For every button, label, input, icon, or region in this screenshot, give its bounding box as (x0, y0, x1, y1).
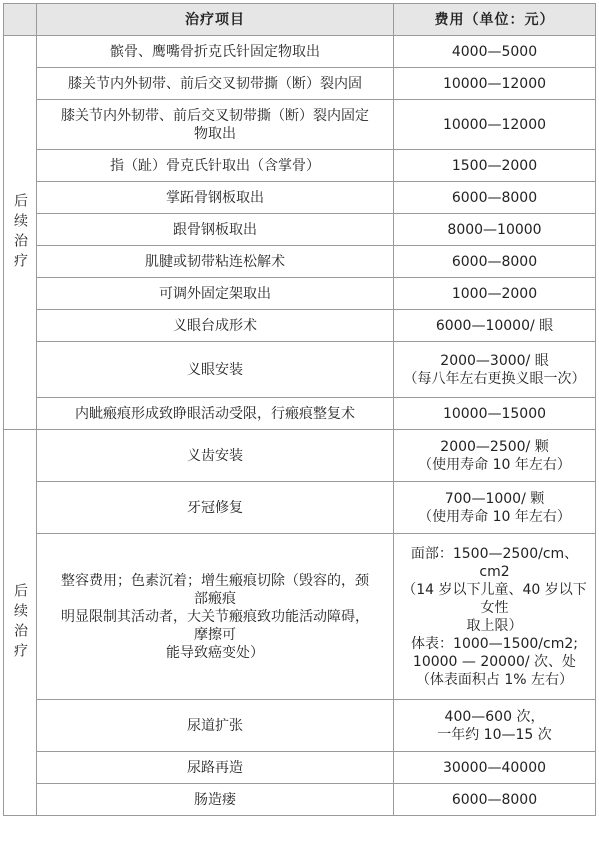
cost-cell: 6000—8000 (394, 246, 596, 278)
cost-cell: 面部：1500—2500/cm、cm2 （14 岁以下儿童、40 岁以下 女性 取上限） 体表：1000—1500/cm2; 10000 — 20000/ 次、处 （体表面积占 1% 左右） (394, 534, 596, 700)
header-item: 治疗项目 (37, 4, 394, 36)
group-label: 后续治疗 (4, 36, 37, 430)
table-row (4, 398, 596, 430)
cost-cell: 400—600 次， 一年约 10—15 次 (394, 700, 596, 752)
item-cell: 义眼台成形术 (37, 310, 394, 342)
cost-cell: 30000—40000 (394, 752, 596, 784)
cost-cell: 6000—8000 (394, 784, 596, 816)
cost-cell: 10000—15000 (394, 398, 596, 430)
table-row (4, 752, 596, 784)
item-cell: 内眦瘢痕形成致睁眼活动受限，行瘢痕整复术 (37, 398, 394, 430)
table-row (4, 36, 596, 68)
cost-cell: 8000—10000 (394, 214, 596, 246)
table-row (4, 182, 596, 214)
item-cell: 掌跖骨钢板取出 (37, 182, 394, 214)
cost-cell: 10000—12000 (394, 100, 596, 150)
cost-cell: 4000—5000 (394, 36, 596, 68)
item-cell: 指（趾）骨克氏针取出（含掌骨） (37, 150, 394, 182)
item-cell: 跟骨钢板取出 (37, 214, 394, 246)
table-row (4, 100, 596, 150)
cost-cell: 6000—8000 (394, 182, 596, 214)
item-cell: 膝关节内外韧带、前后交叉韧带撕（断）裂内固 (37, 68, 394, 100)
item-cell: 义眼安装 (37, 342, 394, 398)
cost-cell: 700—1000/ 颗 （使用寿命 10 年左右） (394, 482, 596, 534)
item-cell: 肌腱或韧带粘连松解术 (37, 246, 394, 278)
table-row (4, 482, 596, 534)
item-cell: 整容费用；色素沉着；增生瘢痕切除（毁容的，颈 部瘢痕 明显限制其活动者，大关节瘢痕致功能活动障碍， 摩擦可 能导致癌变处） (37, 534, 394, 700)
table-row (4, 278, 596, 310)
fee-table (3, 3, 596, 816)
table-row (4, 342, 596, 398)
item-cell: 尿道扩张 (37, 700, 394, 752)
group-label: 后续治疗 (4, 430, 37, 816)
table-row (4, 68, 596, 100)
cost-cell: 1000—2000 (394, 278, 596, 310)
item-cell: 牙冠修复 (37, 482, 394, 534)
item-cell: 髌骨、鹰嘴骨折克氏针固定物取出 (37, 36, 394, 68)
table-row (4, 246, 596, 278)
cost-cell: 6000—10000/ 眼 (394, 310, 596, 342)
item-cell: 尿路再造 (37, 752, 394, 784)
table-row (4, 784, 596, 816)
cost-cell: 2000—2500/ 颗 （使用寿命 10 年左右） (394, 430, 596, 482)
table-row (4, 214, 596, 246)
cost-cell: 1500—2000 (394, 150, 596, 182)
table-row (4, 534, 596, 700)
item-cell: 肠造瘘 (37, 784, 394, 816)
item-cell: 膝关节内外韧带、前后交叉韧带撕（断）裂内固定 物取出 (37, 100, 394, 150)
cost-cell: 2000—3000/ 眼 （每八年左右更换义眼一次） (394, 342, 596, 398)
table-row (4, 430, 596, 482)
table-row (4, 150, 596, 182)
header-cost: 费用（单位：元） (394, 4, 596, 36)
cost-cell: 10000—12000 (394, 68, 596, 100)
header-corner (4, 4, 37, 36)
item-cell: 义齿安装 (37, 430, 394, 482)
header-row (4, 4, 596, 36)
table-row (4, 310, 596, 342)
item-cell: 可调外固定架取出 (37, 278, 394, 310)
table-row (4, 700, 596, 752)
